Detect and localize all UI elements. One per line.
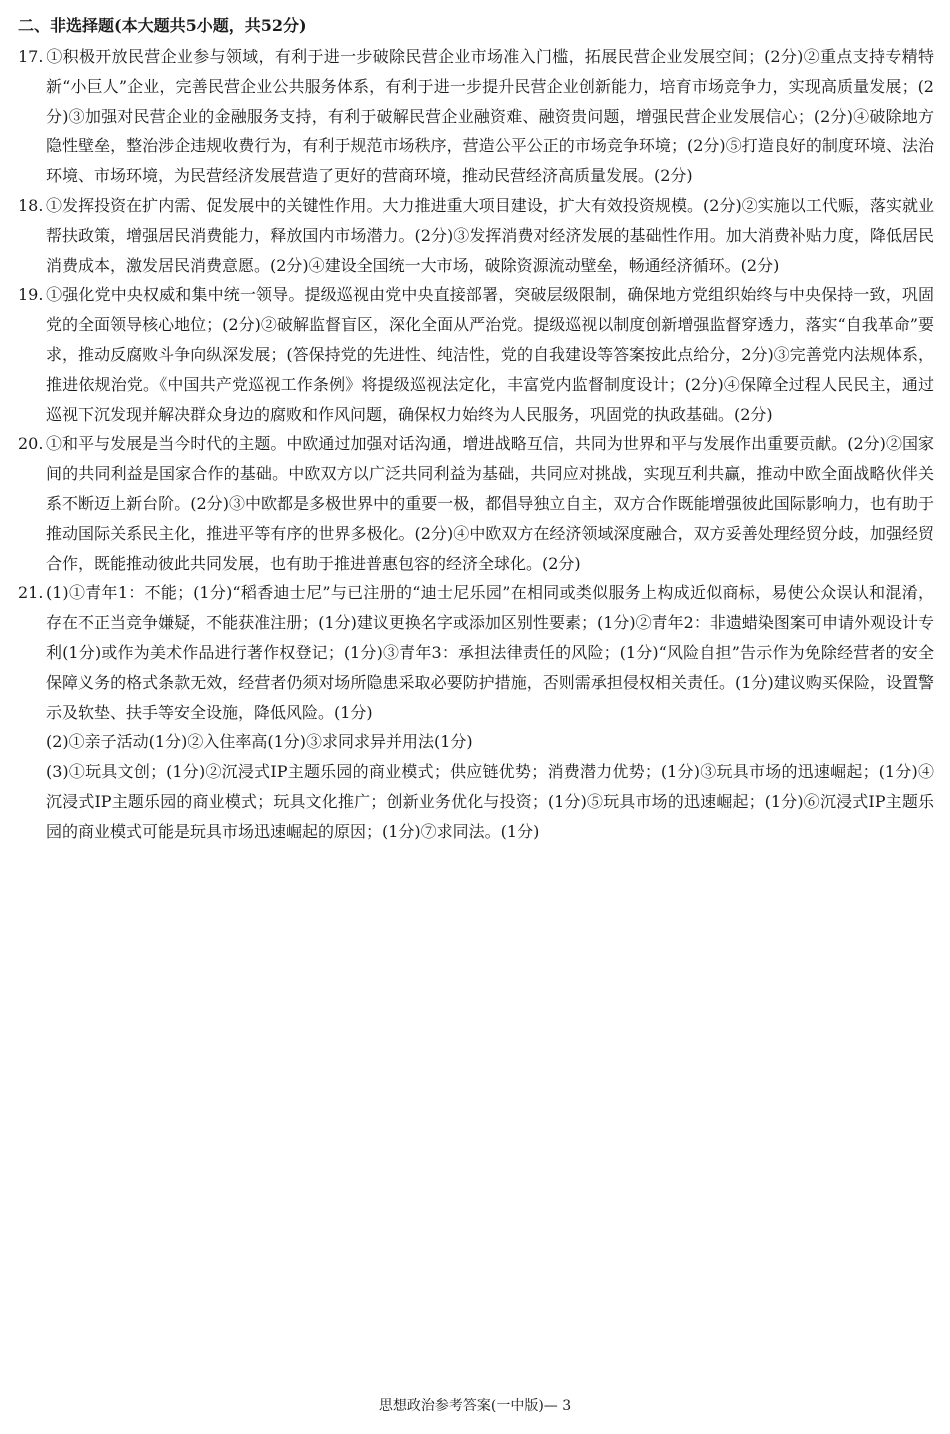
page-footer: 思想政治参考答案(一中版)— 3 [378, 1398, 572, 1414]
question-number: 21. [18, 583, 44, 603]
answer-21-part-2: (2)①亲子活动(1分)②入住率高(1分)③求同求异并用法(1分) [46, 732, 473, 752]
answer-text: (1)①青年1：不能；(1分)“稻香迪士尼”与已注册的“迪士尼乐园”在相同或类似服务上构成近似商标，易使公众误认和混淆，存在不正当竞争嫌疑，不能获准注册；(1分)建议更换名字或添加区别性要素；(1分)②青年2：非遗蜡染图案可申请外观设计专利(1分)或作为美术作品进行著作权登记；(1分)③青年3：承担法律责任的风险；(1分)“风险自担”告示作为免除经营者的安全保障义务的格式条款无效，经营者仍须对场所隐患采取必要防护措施，否则需承担侵权相关责任。(1分)建议购买保险，设置警示及软垫、扶手等安全设施，降低风险。(1分) [46, 583, 934, 722]
question-number: 20. [18, 434, 44, 454]
section-title: 二、非选择题 [18, 16, 115, 35]
question-number: 19. [18, 285, 44, 305]
answers-list [18, 42, 934, 847]
answer-text: ①积极开放民营企业参与领域，有利于进一步破除民营企业市场准入门槛，拓展民营企业发展空间；(2分)②重点支持专精特新“小巨人”企业，完善民营企业公共服务体系，有利于进一步提升民营企业创新能力，培育市场竞争力，实现高质量发展；(2分)③加强对民营企业的金融服务支持，有利于破解民营企业融资难、融资贵问题，增强民营企业发展信心；(2分)④破除地方隐性壁垒，整治涉企违规收费行为，有利于规范市场秩序，营造公平公正的市场竞争环境；(2分)⑤打造良好的制度环境、法治环境、市场环境，为民营经济发展营造了更好的营商环境，推动民营经济高质量发展。(2分) [46, 47, 934, 186]
question-number: 17. [18, 47, 44, 66]
answer-text: ①强化党中央权威和集中统一领导。提级巡视由党中央直接部署，突破层级限制，确保地方党组织始终与中央保持一致，巩固党的全面领导核心地位；(2分)②破解监督盲区，深化全面从严治党。提级巡视以制度创新增强监督穿透力，落实“自我革命”要求，推动反腐败斗争向纵深发展；(答保持党的先进性、纯洁性，党的自我建设等答案按此点给分，2分)③完善党内法规体系，推进依规治党。《中国共产党巡视工作条例》将提级巡视法定化，丰富党内监督制度设计；(2分)④保障全过程人民民主，通过巡视下沉发现并解决群众身边的腐败和作风问题，确保权力始终为人民服务，巩固党的执政基础。(2分) [46, 285, 934, 424]
question-number: 18. [18, 195, 44, 215]
section-heading [18, 14, 307, 38]
answer-text: ①和平与发展是当今时代的主题。中欧通过加强对话沟通，增进战略互信，共同为世界和平与发展作出重要贡献。(2分)②国家间的共同利益是国家合作的基础。中欧双方以广泛共同利益为基础，共同应对挑战，实现互利共赢，推动中欧全面战略伙伴关系不断迈上新台阶。(2分)③中欧都是多极世界中的重要一极，都倡导独立自主，双方合作既能增强彼此国际影响力，也有助于推动国际关系民主化，推进平等有序的世界多极化。(2分)④中欧双方在经济领域深度融合，双方妥善处理经贸分歧，加强经贸合作，既能推动彼此共同发展，也有助于推进普惠包容的经济全球化。(2分) [46, 434, 934, 573]
answer-18 [18, 191, 934, 280]
answer-21-part-3: (3)①玩具文创；(1分)②沉浸式IP主题乐园的商业模式；供应链优势；消费潜力优势；(1分)③玩具市场的迅速崛起；(1分)④沉浸式IP主题乐园的商业模式；玩具文化推广；创新业务优化与投资；(1分)⑤玩具市场的迅速崛起；(1分)⑥沉浸式IP主题乐园的商业模式可能是玩具市场迅速崛起的原因；(1分)⑦求同法。(1分) [46, 762, 934, 841]
answer-21 [18, 578, 934, 727]
section-note: (本大题共5小题，共52分) [114, 16, 307, 35]
answer-text: ①发挥投资在扩内需、促发展中的关键性作用。大力推进重大项目建设，扩大有效投资规模。(2分)②实施以工代赈，落实就业帮扶政策，增强居民消费能力，释放国内市场潜力。(2分)③发挥消费对经济发展的基础性作用。加大消费补贴力度，降低居民消费成本，激发居民消费意愿。(2分)④建设全国统一大市场，破除资源流动壁垒，畅通经济循环。(2分) [46, 195, 934, 275]
answer-19 [18, 280, 934, 429]
answer-17 [18, 42, 934, 191]
answer-20 [18, 429, 934, 578]
